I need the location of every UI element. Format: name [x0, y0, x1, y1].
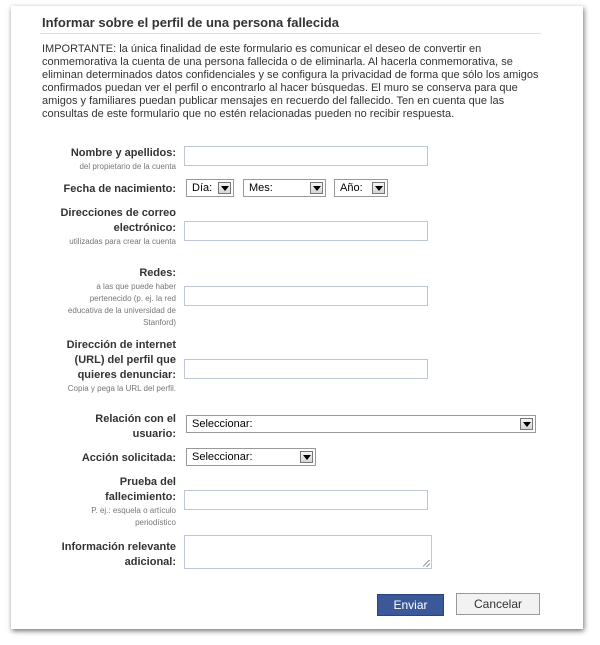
profile-url-input[interactable] [184, 359, 428, 379]
birth-month-value: Mes: [249, 182, 273, 194]
birth-year-select[interactable] [334, 179, 388, 197]
extra-info-textarea[interactable] [184, 535, 432, 569]
name-label-group [56, 146, 176, 173]
chevron-down-icon [300, 451, 313, 463]
action-label: Acción solicitada: [81, 452, 176, 464]
birthdate-label: Fecha de nacimiento: [63, 183, 176, 195]
relation-value: Seleccionar: [192, 418, 253, 430]
title-divider [40, 33, 541, 34]
name-label: Nombre y apellidos: [70, 147, 176, 159]
proof-label: Prueba del fallecimiento: [105, 476, 176, 503]
birth-day-select[interactable] [186, 179, 234, 197]
birth-month-select[interactable] [243, 179, 326, 197]
name-input[interactable] [184, 146, 428, 166]
networks-sublabel: a las que puede haber pertenecido (p. ej. la red educativa de la universidad de Stanford) [67, 282, 176, 327]
networks-input[interactable] [184, 286, 428, 306]
relation-label-group [56, 412, 176, 442]
action-value: Seleccionar: [192, 451, 253, 463]
profile-url-sublabel: Copia y pega la URL del perfil. [67, 384, 176, 393]
chevron-down-icon [520, 418, 533, 430]
action-select[interactable] [186, 448, 316, 466]
cancel-button[interactable]: Cancelar [456, 593, 540, 615]
form-title: Informar sobre el perfil de una persona fallecida [42, 15, 339, 30]
networks-label: Redes: [139, 267, 176, 279]
chevron-down-icon [310, 182, 323, 194]
profile-url-label-group [56, 338, 176, 395]
birth-year-value: Año: [340, 182, 363, 194]
emails-label: Direcciones de correo electrónico: [60, 207, 176, 234]
profile-url-label: Dirección de internet (URL) del perfil que quieres denunciar: [66, 339, 176, 381]
chevron-down-icon [218, 182, 231, 194]
extra-label: Información relevante adicional: [61, 541, 176, 568]
action-label-group [56, 451, 176, 466]
extra-label-group [56, 540, 176, 570]
emails-sublabel: utilizadas para crear la cuenta [69, 237, 176, 246]
resize-grip-icon[interactable] [423, 560, 430, 567]
proof-sublabel: P. ej.: esquela o artículo periodístico [91, 506, 176, 527]
intro-text: IMPORTANTE: la única finalidad de este formulario es comunicar el deseo de convertir en conmemorativa la cuenta de una persona fallecida o de eliminarla. Al hacerla conmemorativa, se eliminan determinados datos confidenciales y se configura la privacidad de forma que sólo los amigos confirmados puedan ver el perfil o encontrarlo al hacer búsquedas. El muro se conserva para que amigos y familiares puedan publicar mensajes en recuerdo del fallecido. Ten en cuenta que las consultas de este formulario que no estén relacionadas pueden no recibir respuesta. [42, 43, 539, 120]
birth-day-value: Día: [192, 182, 213, 194]
proof-input[interactable] [184, 490, 428, 510]
relation-label: Relación con el usuario: [95, 413, 176, 440]
chevron-down-icon [372, 182, 385, 194]
submit-button[interactable]: Enviar [377, 594, 444, 616]
emails-input[interactable] [184, 221, 428, 241]
birthdate-label-group [56, 182, 176, 197]
networks-label-group [56, 266, 176, 329]
relation-select[interactable] [186, 415, 536, 433]
proof-label-group [56, 475, 176, 529]
name-sublabel: del propietario de la cuenta [79, 162, 176, 171]
emails-label-group [56, 206, 176, 248]
